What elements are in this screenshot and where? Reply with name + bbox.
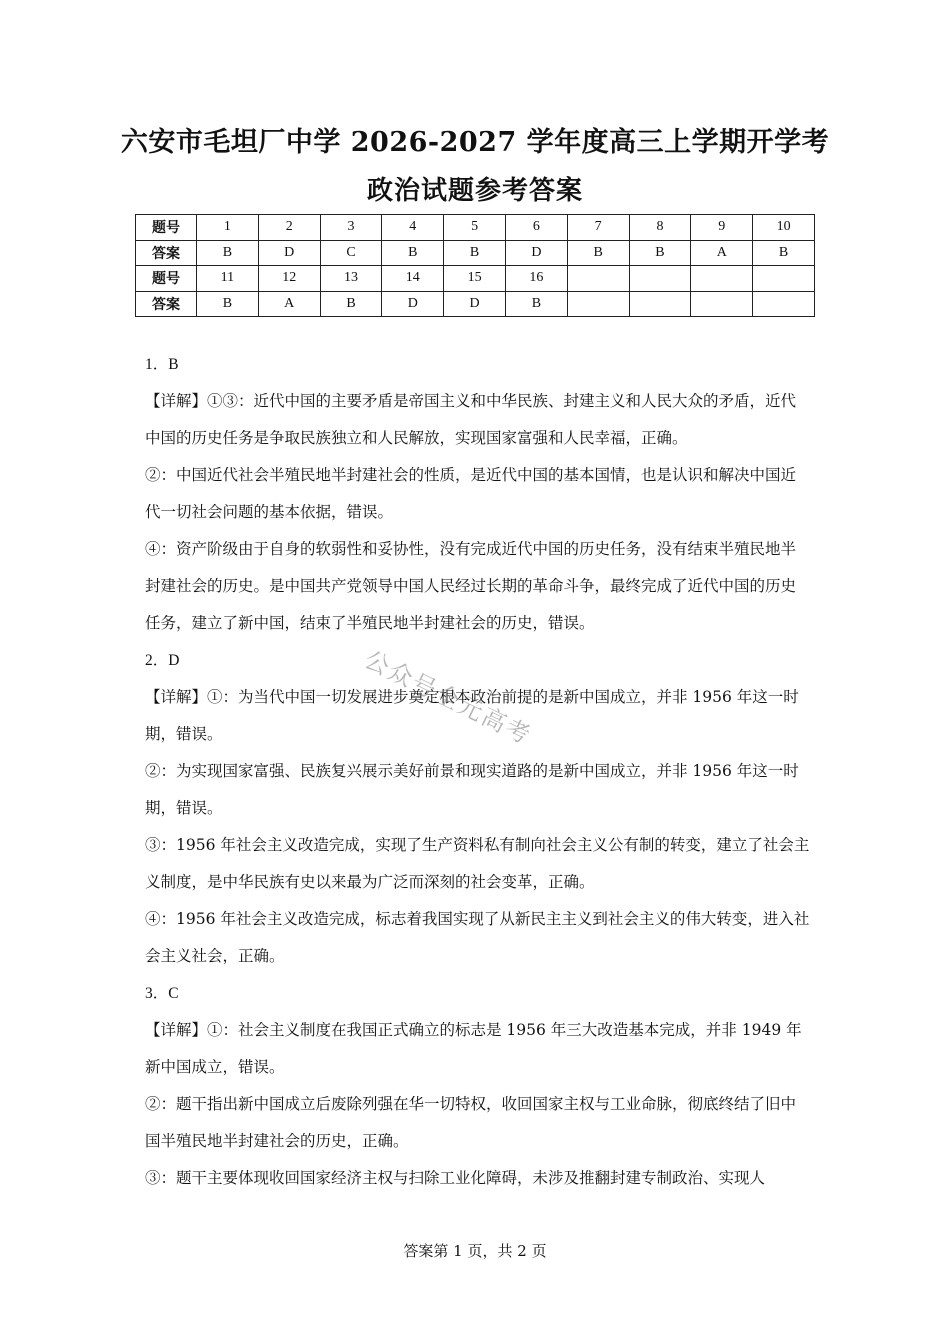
- answer-cell: 5: [444, 215, 506, 241]
- explanation-paragraph: ②：中国近代社会半殖民地半封建社会的性质，是近代中国的基本国情，也是认识和解决中国近代一切社会问题的基本依据，错误。: [145, 466, 797, 521]
- answer-cell: [629, 291, 691, 317]
- answer-cell: 8: [629, 215, 691, 241]
- answer-cell: A: [691, 240, 753, 266]
- answer-cell: 2: [258, 215, 320, 241]
- answer-cell: D: [444, 291, 506, 317]
- answer-cell: 9: [691, 215, 753, 241]
- answer-cell: 6: [505, 215, 567, 241]
- answer-table-row: [136, 266, 815, 292]
- answer-cell: [629, 266, 691, 292]
- answer-cell: 4: [382, 215, 444, 241]
- question-number: 1．B: [145, 356, 179, 373]
- explanation-paragraph: 【详解】①：为当代中国一切发展进步奠定根本政治前提的是新中国成立，并非 1956 年这一时期，错误。: [145, 688, 799, 743]
- answer-cell: B: [444, 240, 506, 266]
- answer-cell: B: [382, 240, 444, 266]
- question-number: 2．D: [145, 652, 180, 669]
- answer-cell: [753, 291, 815, 317]
- answer-cell: D: [505, 240, 567, 266]
- answer-cell: 3: [320, 215, 382, 241]
- explanation-paragraph: ②：为实现国家富强、民族复兴展示美好前景和现实道路的是新中国成立，并非 1956 年这一时期，错误。: [145, 762, 799, 817]
- answer-cell: B: [753, 240, 815, 266]
- answer-table: [135, 214, 815, 317]
- row-label: 答案: [136, 240, 197, 266]
- answer-cell: [691, 291, 753, 317]
- answer-cell: D: [382, 291, 444, 317]
- answer-cell: B: [197, 291, 259, 317]
- answer-cell: B: [320, 291, 382, 317]
- answer-table-row: [136, 240, 815, 266]
- answer-cell: 11: [197, 266, 259, 292]
- answer-cell: C: [320, 240, 382, 266]
- answer-cell: 10: [753, 215, 815, 241]
- answer-cell: A: [258, 291, 320, 317]
- explanation-content: [145, 346, 810, 1197]
- answer-cell: [691, 266, 753, 292]
- document-title: 六安市毛坦厂中学 2026-2027 学年度高三上学期开学考: [120, 127, 830, 158]
- row-label: 题号: [136, 266, 197, 292]
- answer-cell: [567, 266, 629, 292]
- explanation-paragraph: ③：1956 年社会主义改造完成，实现了生产资料私有制向社会主义公有制的转变，建立了社会主义制度，是中华民族有史以来最为广泛而深刻的社会变革，正确。: [145, 836, 810, 891]
- answer-cell: 15: [444, 266, 506, 292]
- answer-cell: B: [505, 291, 567, 317]
- answer-cell: 12: [258, 266, 320, 292]
- row-label: 答案: [136, 291, 197, 317]
- explanation-paragraph: ④：1956 年社会主义改造完成，标志着我国实现了从新民主主义到社会主义的伟大转变，进入社会主义社会，正确。: [145, 910, 810, 965]
- answer-cell: 1: [197, 215, 259, 241]
- explanation-paragraph: ③：题干主要体现收回国家经济主权与扫除工业化障碍，未涉及推翻封建专制政治、实现人: [145, 1169, 766, 1187]
- answer-table-row: [136, 291, 815, 317]
- explanation-paragraph: ④：资产阶级由于自身的软弱性和妥协性，没有完成近代中国的历史任务，没有结束半殖民地半封建社会的历史。是中国共产党领导中国人民经过长期的革命斗争，最终完成了近代中国的历史任务，建立了新中国，结束了半殖民地半封建社会的历史，错误。: [145, 540, 797, 632]
- explanation-paragraph: 【详解】①③：近代中国的主要矛盾是帝国主义和中华民族、封建主义和人民大众的矛盾，近代中国的历史任务是争取民族独立和人民解放，实现国家富强和人民幸福，正确。: [145, 392, 797, 447]
- answer-cell: 13: [320, 266, 382, 292]
- answer-cell: 16: [505, 266, 567, 292]
- answer-table-row: [136, 215, 815, 241]
- answer-cell: B: [567, 240, 629, 266]
- row-label: 题号: [136, 215, 197, 241]
- answer-cell: [753, 266, 815, 292]
- watermark: 公众号全元高考: [360, 645, 536, 751]
- question-number: 3．C: [145, 985, 179, 1002]
- answer-cell: D: [258, 240, 320, 266]
- explanation-paragraph: ②：题干指出新中国成立后废除列强在华一切特权，收回国家主权与工业命脉，彻底终结了旧中国半殖民地半封建社会的历史，正确。: [145, 1095, 797, 1150]
- document-subtitle: 政治试题参考答案: [366, 176, 583, 206]
- page-footer: 答案第 1 页，共 2 页: [403, 1242, 547, 1260]
- answer-cell: 14: [382, 266, 444, 292]
- answer-cell: B: [197, 240, 259, 266]
- answer-cell: 7: [567, 215, 629, 241]
- answer-cell: B: [629, 240, 691, 266]
- explanation-paragraph: 【详解】①：社会主义制度在我国正式确立的标志是 1956 年三大改造基本完成，并非 1949 年新中国成立，错误。: [145, 1021, 802, 1076]
- answer-cell: [567, 291, 629, 317]
